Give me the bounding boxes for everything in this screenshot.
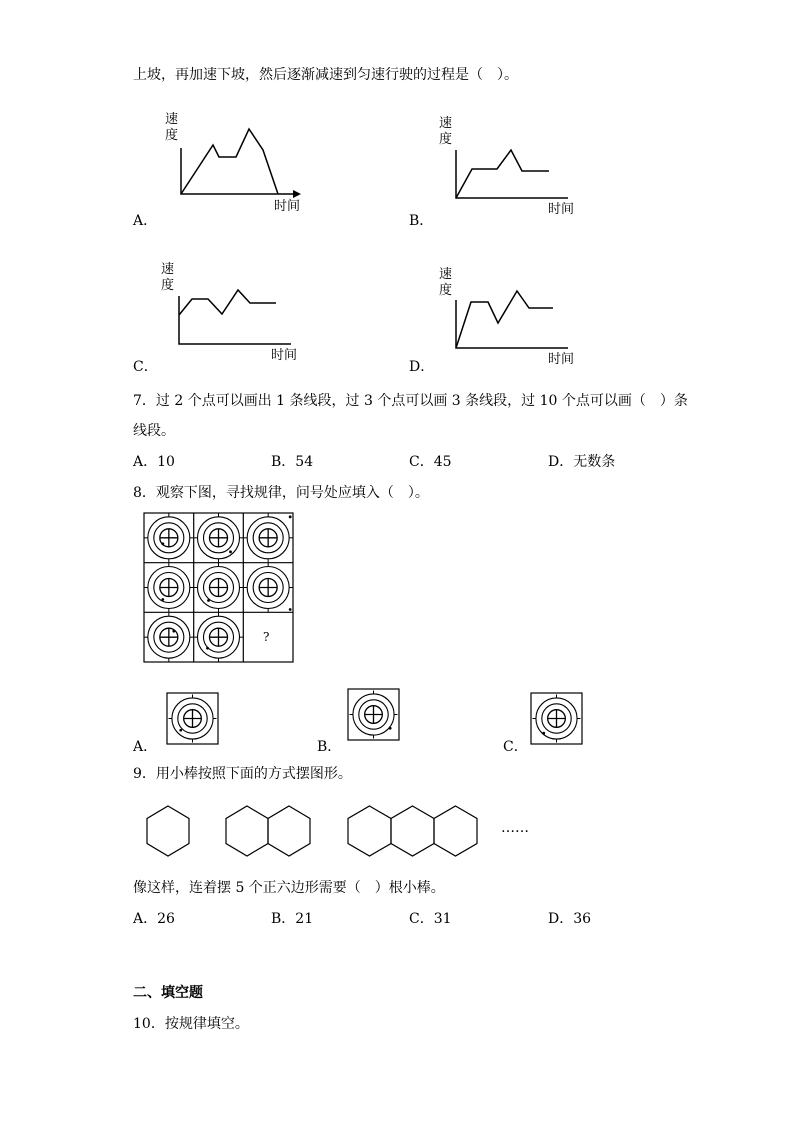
dot-mark: [289, 608, 292, 611]
grid-cell-emblem: [194, 613, 243, 662]
q7-stem-line2: 线段。: [133, 423, 175, 439]
y-axis-label: 速 度: [165, 112, 179, 143]
grid-cell-emblem: [144, 513, 193, 562]
dot-mark: [172, 630, 175, 633]
hexagon: [348, 806, 391, 856]
hexagon: [268, 806, 310, 856]
x-axis-label: 时间: [548, 202, 575, 217]
dot-mark: [207, 599, 210, 602]
dot-mark: [542, 732, 545, 735]
q7-option-b[interactable]: B．54: [271, 454, 314, 470]
q8-option-b[interactable]: B．: [317, 739, 342, 755]
y-axis-label: 速 度: [439, 116, 453, 147]
q9-question: 像这样，连着摆 5 个正六边形需要（ ）根小棒。: [133, 880, 445, 896]
section-title: 二、填空题: [133, 985, 203, 1001]
grid-cell-emblem: [244, 513, 293, 562]
hexagon-figures: [0, 0, 794, 1]
q7-option-c[interactable]: C．45: [409, 454, 452, 470]
dot-mark: [179, 729, 182, 732]
grid-cell-emblem: [194, 513, 243, 562]
option-d-label[interactable]: D．: [409, 359, 435, 375]
dot-mark: [229, 550, 232, 553]
q9-option-c[interactable]: C．31: [409, 911, 452, 927]
option-emblem: [168, 694, 216, 742]
y-axis-label: 速 度: [439, 267, 453, 298]
dot-mark: [389, 727, 392, 730]
hexagon: [391, 806, 434, 856]
option-c-label[interactable]: C．: [133, 359, 158, 375]
x-axis-label: 时间: [271, 348, 298, 363]
q10-stem: 10．按规律填空。: [133, 1016, 249, 1032]
hexagon: [147, 806, 189, 856]
q9-option-a[interactable]: A．26: [133, 911, 175, 927]
grid-cell-emblem: [144, 613, 193, 662]
option-b-label[interactable]: B．: [409, 213, 434, 229]
q7-option-d[interactable]: D．无数条: [548, 454, 616, 470]
q8-option-a[interactable]: A．: [133, 739, 158, 755]
grid-cell-emblem: [144, 563, 193, 612]
grid-cell-emblem: [194, 563, 243, 612]
dot-mark: [206, 647, 209, 650]
q8-option-c[interactable]: C．: [503, 739, 528, 755]
hexagon: [226, 806, 268, 856]
ellipsis: ……: [501, 820, 529, 836]
dot-mark: [289, 515, 292, 518]
x-axis-label: 时间: [548, 352, 575, 367]
question-mark: ?: [263, 630, 270, 644]
q6-stem: 上坡，再加速下坡，然后逐渐减速到匀速行驶的过程是（ ）。: [133, 67, 518, 83]
q8-stem: 8．观察下图，寻找规律，问号处应填入（ ）。: [133, 485, 429, 501]
q7-stem-line1: 7．过 2 个点可以画出 1 条线段，过 3 个点可以画 3 条线段，过 10 个点可以画（ ）条: [133, 393, 688, 409]
dot-mark: [161, 598, 164, 601]
option-emblem: [532, 694, 580, 742]
q9-stem: 9．用小棒按照下面的方式摆图形。: [133, 766, 352, 782]
q9-option-b[interactable]: B．21: [271, 911, 314, 927]
hexagon: [434, 806, 477, 856]
q7-option-a[interactable]: A．10: [133, 454, 175, 470]
dot-mark: [161, 542, 164, 545]
q9-option-d[interactable]: D．36: [548, 911, 592, 927]
grid-cell-emblem: [244, 563, 293, 612]
y-axis-label: 速 度: [161, 262, 175, 293]
x-axis-label: 时间: [274, 199, 301, 214]
option-emblem: [349, 690, 397, 738]
option-a-label[interactable]: A．: [133, 213, 158, 229]
